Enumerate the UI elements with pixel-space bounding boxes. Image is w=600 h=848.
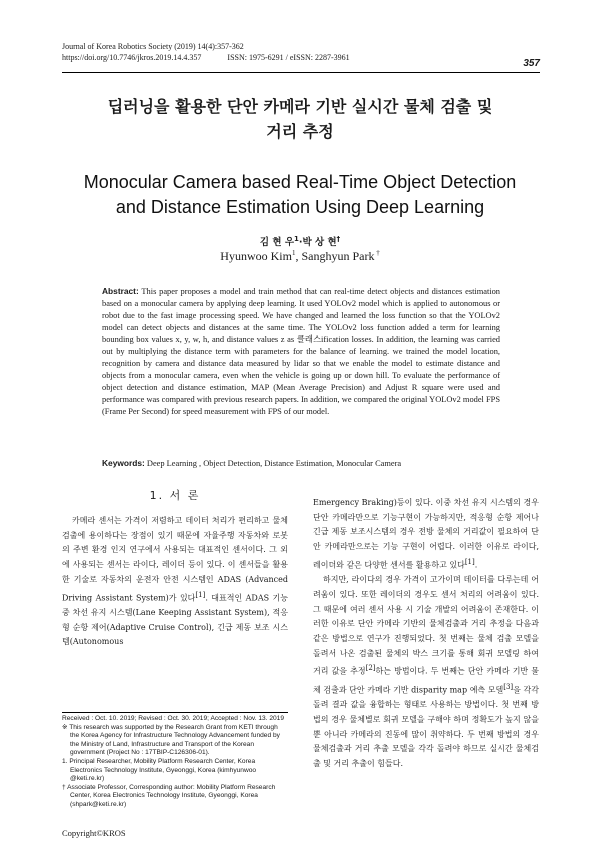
- citation-ref: [2]: [365, 664, 376, 673]
- author-ko-separator: ·: [298, 237, 303, 248]
- abstract: [102, 285, 500, 418]
- right-column: [313, 496, 539, 772]
- author2-en: Sanghyun Park: [301, 249, 375, 263]
- english-title-line1: Monocular Camera based Real-Time Object Detection: [83, 172, 517, 192]
- korean-title-line2: 거리 추정: [266, 122, 334, 141]
- english-title-line2: and Distance Estimation Using Deep Learning: [115, 197, 485, 217]
- journal-citation: Journal of Korea Robotics Society (2019) 14(4):357-362: [62, 42, 244, 51]
- author1-en: Hyunwoo Kim: [220, 249, 292, 263]
- intro-p1-cont: . 대표적인 ADAS 기능 중 차선 유지 시스템(Lane Keeping Assistant System), 적응형 순항 제어(Adaptive Cruise Control), 긴급 제동 보조 시스템(Autonomous: [62, 593, 288, 647]
- abstract-text: This paper proposes a model and train method that can real-time detect objects and distances estimation based on a monocular camera by applying deep learning. It used YOLOv2 model which is applied to autonomous or robot due to the fast image processing speed. We have changed and learned the loss function so that the YOLOv2 model can detect objects and distances at the same time. The YOLOv2 loss function added a term for learning bounding box values x, y, w, h, and distance values z as 클래스ification losses. In addition, the learning was carried out by multiplying the distance term with parameters for the balance of learning. we trained the model location, recognition by camera and distance data measured by lidar so that we enable the model to estimate distance and objects from a monocular camera, even when the vehicle is going up or down hill. To evaluate the performance of object detection and distance estimation, MAP (Mean Average Precision) and Adjust R square were used and performance was compared with previous research papers. In addition, we compared the original YOLOv2 model FPS (Frame Per Second) for speed measurement with FPS of our model.: [102, 287, 500, 416]
- journal-doi-issn: [62, 52, 350, 63]
- issn: ISSN: 1975-6291 / eISSN: 2287-3961: [227, 53, 350, 62]
- header-divider: [62, 72, 540, 73]
- citation-ref: [1]: [464, 557, 475, 566]
- funding-note: ※ This research was supported by the Research Grant from KETI through the Korea Agency for Infrastructure Technology Advancement funded by the Ministry of Land, Infrastructure and Transport of the Korean government (Project No : 17TBIP-C126306-01).: [62, 723, 280, 757]
- section-heading-introduction: 1. 서 론: [149, 489, 201, 502]
- citation-ref: [1]: [195, 590, 206, 599]
- intro-p1-text: 카메라 센서는 가격이 저렴하고 데이터 처리가 편리하고 물체검출에 용이하다는 장점이 있기 때문에 자율주행 자동차와 로봇의 주변 환경 인지 연구에서 사용되는 대표적인 센서이다. 그 외에 사용되는 센서는 라이다, 레이더 등이 있다. 이 센서들을 활용한 기술로 자동차의 운전자 안전 시스템인 ADAS (Advanced Driving Assistant System)가 있다: [62, 516, 288, 603]
- korean-title: [70, 94, 530, 144]
- author1-affiliation: 1. Principal Researcher, Mobility Platform Research Center, Korea Electronics Technology Institute, Gyeonggi, Korea (kimhyunwoo @keti.re.kr): [62, 757, 257, 783]
- author2-en-sup: †: [374, 249, 380, 257]
- right-p2-end: 을 각각 돌려 결과 값을 융합하는 형태로 사용하는 방법이다. 첫 번째 방법의 경우 물체별로 회귀 모델을 구해야 하며 정확도가 높지 않을 뿐 아니라 카메라의 진동에 많이 취약하다. 두 번째 방법의 경우 물체검출과 거리 추출 모델을 각각 돌려야 하므로 실시간 물체검출 및 거리 추출이 힘들다.: [313, 685, 539, 768]
- author1-en-sup: 1: [291, 249, 296, 257]
- intro-paragraph-2: [313, 573, 539, 771]
- right-p1-text: Emergency Braking)등이 있다. 이중 차선 유지 시스템의 경우 단안 카메라만으로 기능구현이 가능하지만, 적응형 순항 제어나 긴급 제동 보조시스템의 경우 전방 물체의 거리값이 필요하여 단안 카메라만으로는 기능 구현이 어렵다. 이러한 이유로 라이다, 레이더와 같은 다양한 센서를 활용하고 있다: [313, 498, 539, 570]
- footnote-divider: [62, 712, 288, 713]
- citation-ref: [3]: [503, 682, 514, 691]
- journal-header: [62, 41, 350, 63]
- right-p2-mid: 하는 방법이다. 두 번째는 단안 카메라 기반 물체 검출과 단안 카메라 기반 disparity map 예측 모델: [313, 667, 539, 695]
- korean-title-line1: 딥러닝을 활용한 단안 카메라 기반 실시간 물체 검출 및: [107, 97, 493, 116]
- footnotes: [62, 715, 288, 810]
- right-p1-end: .: [474, 560, 478, 570]
- author2-affiliation: † Associate Professor, Corresponding author: Mobility Platform Research Center, Korea Electronics Technology Institute, Gyeonggi, Korea (shpark@keti.re.kr): [62, 783, 276, 808]
- english-authors: [0, 249, 600, 264]
- intro-paragraph-1: [62, 514, 288, 650]
- abstract-label: Abstract:: [102, 286, 139, 296]
- author2-ko-sup: †: [336, 234, 341, 243]
- author2-ko: 박 상 현: [302, 237, 337, 248]
- keywords: [102, 457, 500, 470]
- doi-link[interactable]: https://doi.org/10.7746/jkros.2019.14.4.357: [62, 53, 202, 62]
- keywords-label: Keywords:: [102, 458, 145, 468]
- keywords-text: Deep Learning , Object Detection, Distance Estimation, Monocular Camera: [144, 459, 402, 468]
- copyright: Copyright©KROS: [62, 828, 126, 838]
- author-en-separator: ,: [295, 249, 302, 263]
- author1-ko-sup: 1: [294, 234, 299, 243]
- right-p2-text: 하지만, 라이다의 경우 가격이 고가이며 데이터를 다루는데 어려움이 있다. 또한 레이더의 경우도 센서 처리의 어려움이 있다. 그 때문에 여러 센서 사용 시 기술 개발의 어려움이 존재한다. 이러한 이유로 단안 카메라 기반의 물체검출과 거리 추정을 다음과 같은 방법으로 연구가 진행되었다. 첫 번째는 물체 검출 모델을 돌려서 나온 검출된 물체의 박스 크기를 통해 회귀 모델링 하여 거리 값을 추정: [313, 575, 539, 677]
- intro-paragraph-1-continued: [313, 496, 539, 573]
- received-dates: Received : Oct. 10. 2019; Revised : Oct. 30. 2019; Accepted : Nov. 13. 2019: [62, 715, 284, 722]
- author1-ko: 김 현 우: [259, 237, 294, 248]
- english-title: [60, 170, 540, 220]
- page-number: 357: [523, 58, 540, 69]
- korean-authors: [0, 234, 600, 248]
- left-column: [62, 514, 288, 650]
